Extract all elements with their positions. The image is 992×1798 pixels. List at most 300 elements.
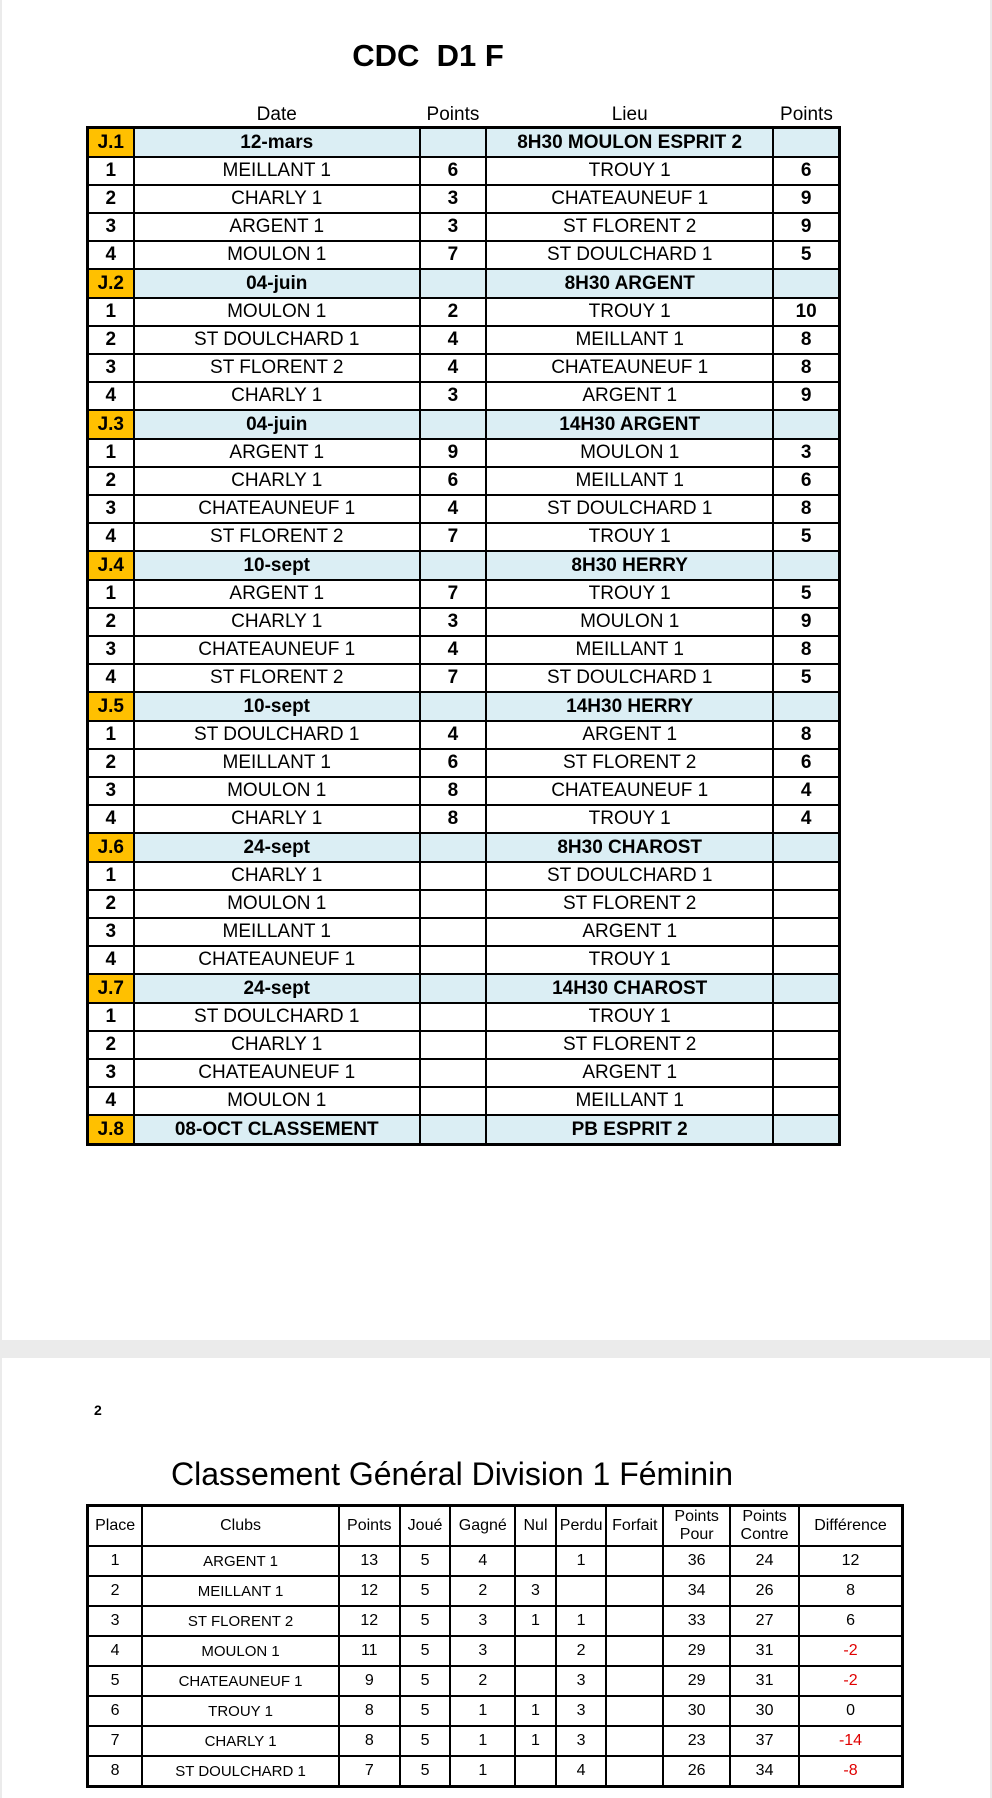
home-points [420, 890, 486, 918]
standings-cell: 8 [799, 1576, 902, 1606]
standings-row [88, 1726, 903, 1756]
home-points [420, 1059, 486, 1087]
away-points: 5 [773, 523, 839, 551]
round-row [88, 551, 840, 580]
standings-cell [606, 1666, 663, 1696]
round-lieu: 8H30 MOULON ESPRIT 2 [486, 128, 773, 158]
away-points: 4 [773, 777, 839, 805]
home-team: MEILLANT 1 [134, 157, 420, 185]
round-date: 08-OCT CLASSEMENT [134, 1115, 420, 1145]
empty-cell [420, 128, 486, 158]
home-points: 9 [420, 439, 486, 467]
home-team: MOULON 1 [134, 298, 420, 326]
away-points: 6 [773, 749, 839, 777]
round-lieu: 8H30 ARGENT [486, 269, 773, 298]
away-team: ARGENT 1 [486, 721, 773, 749]
home-team: CHATEAUNEUF 1 [134, 636, 420, 664]
standings-cell: 2 [556, 1636, 607, 1666]
club-name: CHATEAUNEUF 1 [142, 1666, 339, 1696]
home-points: 3 [420, 185, 486, 213]
standings-cell: 3 [450, 1606, 515, 1636]
standings-table [86, 1504, 904, 1788]
home-team: ARGENT 1 [134, 439, 420, 467]
away-points: 5 [773, 241, 839, 269]
standings-cell: -2 [799, 1666, 902, 1696]
standings-cell [606, 1636, 663, 1666]
standings-cell: 12 [339, 1606, 400, 1636]
home-points: 3 [420, 608, 486, 636]
standings-cell: 3 [88, 1606, 143, 1636]
away-points [773, 862, 839, 890]
empty-cell [420, 833, 486, 862]
standings-cell: 12 [339, 1576, 400, 1606]
match-number: 3 [88, 636, 134, 664]
round-lieu: 14H30 CHAROST [486, 974, 773, 1003]
away-points: 5 [773, 580, 839, 608]
match-row [88, 608, 840, 636]
club-name: TROUY 1 [142, 1696, 339, 1726]
match-row [88, 749, 840, 777]
away-points: 8 [773, 721, 839, 749]
home-team: ST FLORENT 2 [134, 523, 420, 551]
home-team: ST DOULCHARD 1 [134, 326, 420, 354]
home-team: MOULON 1 [134, 1087, 420, 1115]
standings-cell: 5 [400, 1636, 451, 1666]
standings-cell: 30 [663, 1696, 730, 1726]
standings-cell: 3 [450, 1636, 515, 1666]
round-label: J.6 [88, 833, 134, 862]
home-points: 4 [420, 326, 486, 354]
round-label: J.5 [88, 692, 134, 721]
home-points: 4 [420, 636, 486, 664]
standings-cell: 9 [339, 1666, 400, 1696]
standings-row [88, 1546, 903, 1576]
header-lieu: Lieu [611, 104, 648, 125]
standings-row [88, 1696, 903, 1726]
home-points [420, 1087, 486, 1115]
standings-cell: 12 [799, 1546, 902, 1576]
standings-cell: 5 [400, 1666, 451, 1696]
home-points: 7 [420, 523, 486, 551]
match-row [88, 298, 840, 326]
standings-cell: 30 [730, 1696, 799, 1726]
round-label: J.7 [88, 974, 134, 1003]
standings-cell: 5 [400, 1756, 451, 1787]
home-team: CHATEAUNEUF 1 [134, 946, 420, 974]
match-row [88, 326, 840, 354]
club-name: ARGENT 1 [142, 1546, 339, 1576]
standings-cell: 6 [799, 1606, 902, 1636]
standings-cell: 1 [450, 1726, 515, 1756]
standings-cell: 26 [663, 1756, 730, 1787]
match-number: 2 [88, 467, 134, 495]
standings-cell: 31 [730, 1636, 799, 1666]
home-team: ST FLORENT 2 [134, 354, 420, 382]
standings-cell: -2 [799, 1636, 902, 1666]
match-number: 2 [88, 185, 134, 213]
empty-cell [773, 128, 839, 158]
away-team: MEILLANT 1 [486, 467, 773, 495]
home-team: ARGENT 1 [134, 580, 420, 608]
away-points: 9 [773, 213, 839, 241]
round-date: 04-juin [134, 269, 420, 298]
match-number: 2 [88, 326, 134, 354]
away-team: ST FLORENT 2 [486, 1031, 773, 1059]
standings-cell [515, 1546, 556, 1576]
standings-cell: 37 [730, 1726, 799, 1756]
standings-row [88, 1606, 903, 1636]
round-lieu: 14H30 HERRY [486, 692, 773, 721]
round-date: 04-juin [134, 410, 420, 439]
round-date: 24-sept [134, 974, 420, 1003]
home-points: 7 [420, 580, 486, 608]
match-row [88, 213, 840, 241]
match-row [88, 580, 840, 608]
round-date: 24-sept [134, 833, 420, 862]
round-label: J.1 [88, 128, 134, 158]
standings-cell [515, 1636, 556, 1666]
match-number: 1 [88, 157, 134, 185]
standings-cell: 5 [400, 1726, 451, 1756]
home-team: CHARLY 1 [134, 1031, 420, 1059]
away-points [773, 1003, 839, 1031]
standings-header-cell: Perdu [556, 1506, 607, 1547]
away-points [773, 1087, 839, 1115]
standings-cell: 23 [663, 1726, 730, 1756]
match-row [88, 664, 840, 692]
round-label: J.8 [88, 1115, 134, 1145]
home-points [420, 1031, 486, 1059]
match-number: 1 [88, 1003, 134, 1031]
match-row [88, 523, 840, 551]
standings-cell: 29 [663, 1636, 730, 1666]
match-row [88, 1003, 840, 1031]
home-points: 6 [420, 467, 486, 495]
away-team: ST FLORENT 2 [486, 749, 773, 777]
away-points: 4 [773, 805, 839, 833]
standings-cell: 3 [556, 1696, 607, 1726]
away-points: 9 [773, 185, 839, 213]
standings-cell: 26 [730, 1576, 799, 1606]
match-number: 1 [88, 580, 134, 608]
away-points: 10 [773, 298, 839, 326]
club-name: CHARLY 1 [142, 1726, 339, 1756]
match-row [88, 354, 840, 382]
away-points: 8 [773, 326, 839, 354]
empty-cell [420, 551, 486, 580]
match-row [88, 241, 840, 269]
home-team: MOULON 1 [134, 890, 420, 918]
standings-header-row [88, 1506, 903, 1547]
match-row [88, 805, 840, 833]
round-row [88, 269, 840, 298]
home-team: CHATEAUNEUF 1 [134, 495, 420, 523]
away-team: ARGENT 1 [486, 1059, 773, 1087]
away-points: 9 [773, 608, 839, 636]
match-row [88, 467, 840, 495]
away-points: 8 [773, 354, 839, 382]
empty-cell [420, 692, 486, 721]
home-points [420, 862, 486, 890]
match-number: 1 [88, 439, 134, 467]
away-team: TROUY 1 [486, 580, 773, 608]
match-number: 1 [88, 862, 134, 890]
empty-cell [773, 833, 839, 862]
away-points: 6 [773, 467, 839, 495]
round-label: J.3 [88, 410, 134, 439]
standings-cell: 1 [515, 1726, 556, 1756]
standings-cell: -8 [799, 1756, 902, 1787]
away-team: CHATEAUNEUF 1 [486, 777, 773, 805]
match-row [88, 439, 840, 467]
standings-cell: 27 [730, 1606, 799, 1636]
standings-cell [556, 1576, 607, 1606]
standings-cell: 0 [799, 1696, 902, 1726]
round-row [88, 974, 840, 1003]
home-points [420, 918, 486, 946]
header-round [88, 100, 134, 128]
standings-cell [606, 1576, 663, 1606]
standings-cell: 34 [663, 1576, 730, 1606]
standings-cell [606, 1696, 663, 1726]
home-team: ST FLORENT 2 [134, 664, 420, 692]
match-row [88, 1031, 840, 1059]
home-points: 6 [420, 157, 486, 185]
away-points [773, 918, 839, 946]
match-number: 1 [88, 721, 134, 749]
standings-header-cell: Nul [515, 1506, 556, 1547]
home-points: 4 [420, 495, 486, 523]
match-number: 1 [88, 298, 134, 326]
away-points [773, 946, 839, 974]
standings-cell: 2 [450, 1576, 515, 1606]
away-team: CHATEAUNEUF 1 [486, 354, 773, 382]
empty-cell [773, 692, 839, 721]
standings-cell: 1 [515, 1696, 556, 1726]
standings-cell: 13 [339, 1546, 400, 1576]
match-number: 4 [88, 946, 134, 974]
home-points: 3 [420, 382, 486, 410]
away-team: MOULON 1 [486, 608, 773, 636]
match-number: 2 [88, 749, 134, 777]
club-name: ST FLORENT 2 [142, 1606, 339, 1636]
round-date: 12-mars [134, 128, 420, 158]
standings-header-cell: Points Pour [663, 1506, 730, 1547]
match-number: 3 [88, 213, 134, 241]
home-team: ST DOULCHARD 1 [134, 721, 420, 749]
match-number: 4 [88, 382, 134, 410]
away-team: MEILLANT 1 [486, 636, 773, 664]
standings-cell: 3 [556, 1666, 607, 1696]
standings-cell: 8 [88, 1756, 143, 1787]
home-points: 4 [420, 721, 486, 749]
standings-cell: 5 [88, 1666, 143, 1696]
round-row [88, 1115, 840, 1145]
standings-cell: 3 [515, 1576, 556, 1606]
standings-header-cell: Joué [400, 1506, 451, 1547]
away-points: 8 [773, 636, 839, 664]
round-date: 10-sept [134, 692, 420, 721]
home-team: CHARLY 1 [134, 608, 420, 636]
standings-cell: 1 [450, 1756, 515, 1787]
away-team: ST FLORENT 2 [486, 890, 773, 918]
standings-header-cell: Clubs [142, 1506, 339, 1547]
standings-cell: 1 [556, 1546, 607, 1576]
match-row [88, 890, 840, 918]
round-row [88, 128, 840, 158]
match-number: 4 [88, 241, 134, 269]
standings-row [88, 1636, 903, 1666]
match-row [88, 185, 840, 213]
standings-cell: 2 [88, 1576, 143, 1606]
standings-cell: 33 [663, 1606, 730, 1636]
standings-header-cell: Points Contre [730, 1506, 799, 1547]
header-date: Date [256, 104, 297, 125]
match-number: 3 [88, 495, 134, 523]
home-points: 7 [420, 664, 486, 692]
standings-cell [606, 1546, 663, 1576]
schedule-body [88, 128, 840, 1145]
home-team: MOULON 1 [134, 777, 420, 805]
match-number: 3 [88, 1059, 134, 1087]
standings-cell: 1 [515, 1606, 556, 1636]
club-name: MEILLANT 1 [142, 1576, 339, 1606]
home-points: 6 [420, 749, 486, 777]
standings-cell: 1 [88, 1546, 143, 1576]
standings-cell: 36 [663, 1546, 730, 1576]
empty-cell [773, 974, 839, 1003]
empty-cell [420, 974, 486, 1003]
home-points: 8 [420, 777, 486, 805]
schedule-table [86, 100, 841, 1146]
club-name: MOULON 1 [142, 1636, 339, 1666]
standings-cell [515, 1756, 556, 1787]
home-points [420, 946, 486, 974]
standings-cell: 5 [400, 1696, 451, 1726]
match-row [88, 495, 840, 523]
home-team: CHARLY 1 [134, 185, 420, 213]
away-team: ST DOULCHARD 1 [486, 664, 773, 692]
standings-page [2, 1358, 990, 1798]
round-date: 10-sept [134, 551, 420, 580]
match-number: 4 [88, 805, 134, 833]
round-lieu: 8H30 HERRY [486, 551, 773, 580]
round-row [88, 692, 840, 721]
standings-row [88, 1756, 903, 1787]
standings-cell: 24 [730, 1546, 799, 1576]
standings-header-cell: Forfait [606, 1506, 663, 1547]
away-team: ST DOULCHARD 1 [486, 862, 773, 890]
away-team: TROUY 1 [486, 805, 773, 833]
standings-cell: 34 [730, 1756, 799, 1787]
standings-cell: 31 [730, 1666, 799, 1696]
standings-cell: 8 [339, 1696, 400, 1726]
header-points-home: Points [426, 104, 480, 125]
away-team: TROUY 1 [486, 157, 773, 185]
empty-cell [773, 1115, 839, 1145]
match-number: 3 [88, 354, 134, 382]
away-team: TROUY 1 [486, 946, 773, 974]
match-row [88, 1059, 840, 1087]
standings-title: Classement Général Division 1 Féminin [171, 1456, 733, 1492]
away-team: ST DOULCHARD 1 [486, 495, 773, 523]
empty-cell [420, 269, 486, 298]
away-team: ST DOULCHARD 1 [486, 241, 773, 269]
away-team: MEILLANT 1 [486, 326, 773, 354]
standings-cell: -14 [799, 1726, 902, 1756]
empty-cell [420, 1115, 486, 1145]
standings-cell: 7 [88, 1726, 143, 1756]
standings-cell: 5 [400, 1606, 451, 1636]
page-separator [0, 1340, 992, 1356]
round-label: J.4 [88, 551, 134, 580]
match-number: 2 [88, 608, 134, 636]
standings-cell: 6 [88, 1696, 143, 1726]
away-points [773, 1059, 839, 1087]
empty-cell [420, 410, 486, 439]
standings-header-cell: Différence [799, 1506, 902, 1547]
home-team: CHARLY 1 [134, 382, 420, 410]
match-row [88, 777, 840, 805]
match-number: 4 [88, 523, 134, 551]
home-team: MEILLANT 1 [134, 918, 420, 946]
standings-cell: 4 [556, 1756, 607, 1787]
away-team: TROUY 1 [486, 298, 773, 326]
home-points: 8 [420, 805, 486, 833]
standings-cell [606, 1756, 663, 1787]
round-label: J.2 [88, 269, 134, 298]
match-number: 2 [88, 890, 134, 918]
empty-cell [773, 269, 839, 298]
home-points: 7 [420, 241, 486, 269]
club-name: ST DOULCHARD 1 [142, 1756, 339, 1787]
standings-header-cell: Points [339, 1506, 400, 1547]
match-number: 4 [88, 1087, 134, 1115]
home-team: CHARLY 1 [134, 862, 420, 890]
away-points: 9 [773, 382, 839, 410]
home-team: MEILLANT 1 [134, 749, 420, 777]
away-team: ARGENT 1 [486, 918, 773, 946]
standings-cell [515, 1666, 556, 1696]
standings-cell: 8 [339, 1726, 400, 1756]
home-points: 2 [420, 298, 486, 326]
standings-body [88, 1506, 903, 1787]
home-team: CHARLY 1 [134, 467, 420, 495]
home-team: MOULON 1 [134, 241, 420, 269]
standings-cell: 4 [88, 1636, 143, 1666]
match-number: 2 [88, 1031, 134, 1059]
match-row [88, 382, 840, 410]
page-title: CDC D1 F [352, 38, 504, 73]
match-row [88, 721, 840, 749]
round-lieu: 14H30 ARGENT [486, 410, 773, 439]
away-points: 6 [773, 157, 839, 185]
standings-cell: 5 [400, 1546, 451, 1576]
away-team: TROUY 1 [486, 523, 773, 551]
standings-cell: 2 [450, 1666, 515, 1696]
home-points: 4 [420, 354, 486, 382]
standings-cell: 29 [663, 1666, 730, 1696]
away-points: 5 [773, 664, 839, 692]
standings-cell: 11 [339, 1636, 400, 1666]
empty-cell [773, 410, 839, 439]
round-row [88, 833, 840, 862]
standings-header-cell: Gagné [450, 1506, 515, 1547]
match-row [88, 636, 840, 664]
away-team: ST FLORENT 2 [486, 213, 773, 241]
standings-cell [606, 1606, 663, 1636]
standings-cell: 1 [556, 1606, 607, 1636]
